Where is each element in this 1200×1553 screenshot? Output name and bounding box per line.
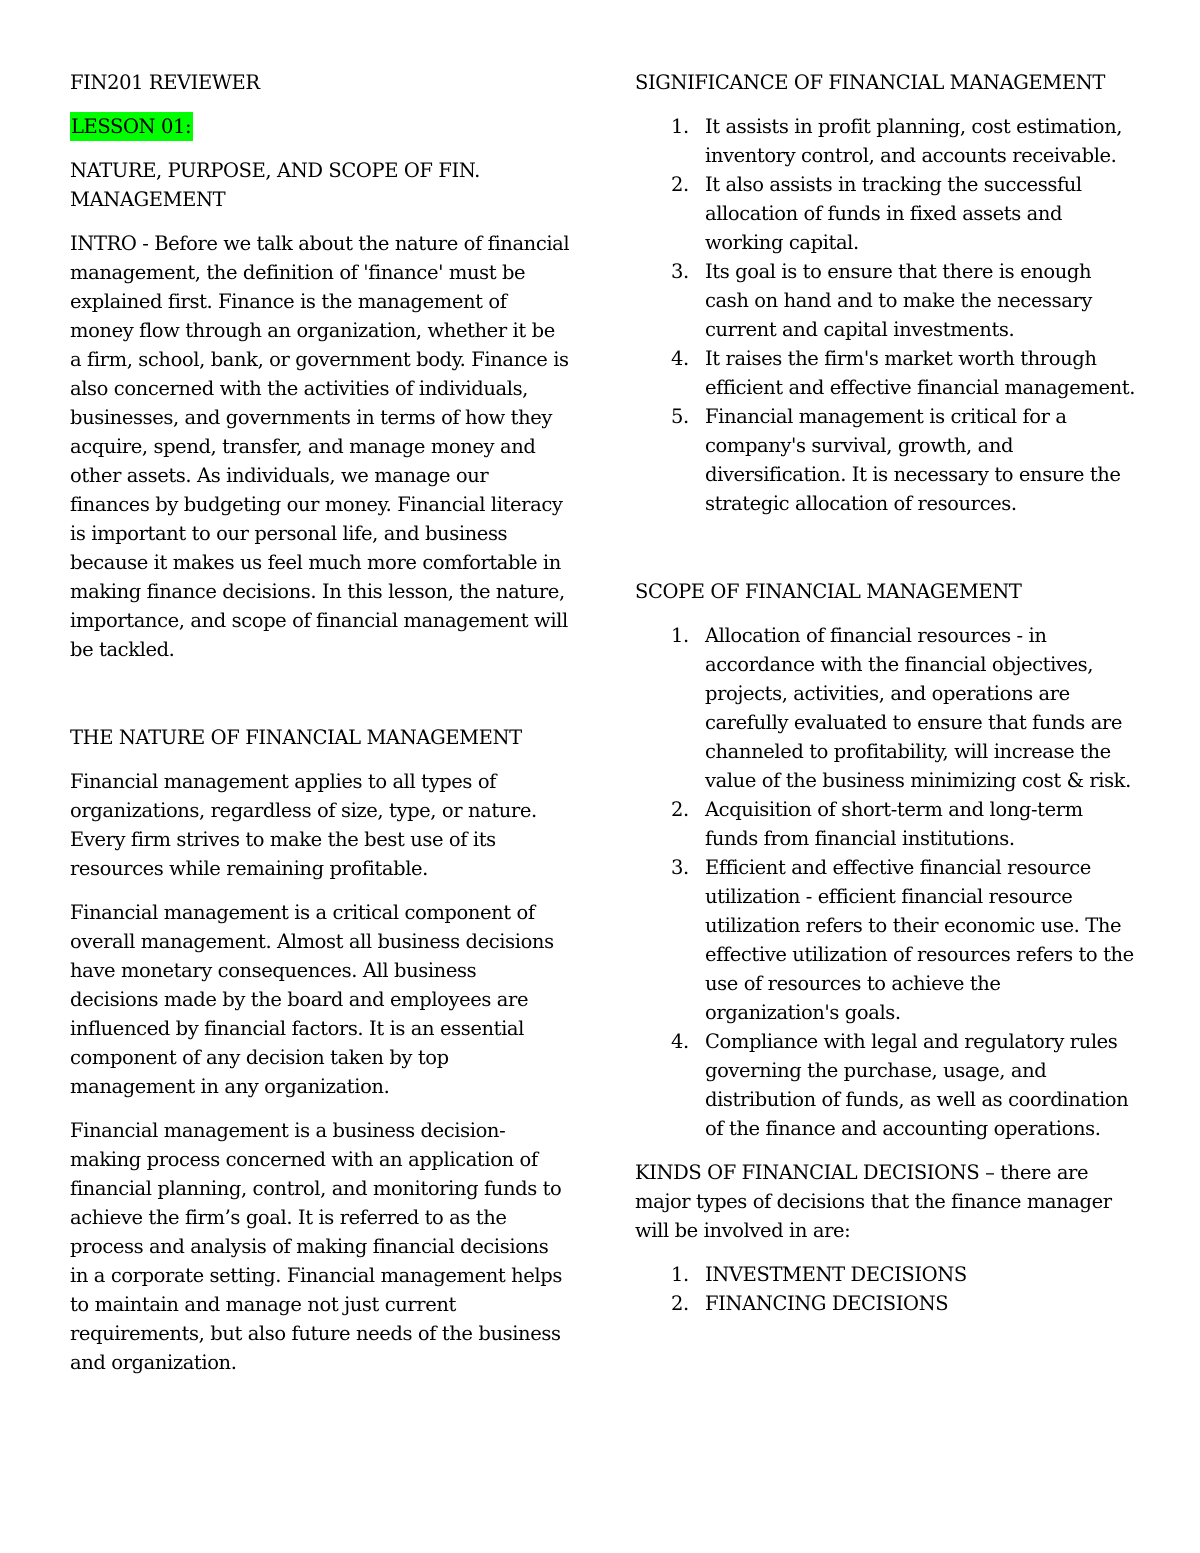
scope-heading: SCOPE OF FINANCIAL MANAGEMENT <box>635 580 1022 603</box>
list-item <box>635 853 1135 1027</box>
list-number: 4. <box>671 347 689 370</box>
list-number: 1. <box>671 115 689 138</box>
list-number: 1. <box>671 624 689 647</box>
nature-paragraph: Financial management is a critical component of overall management. Almost all business decisions have monetary consequences. All business decisions made by the board and employees are influenced by financial factors. It is an essential component of any decision taken by top management in any organization. <box>70 901 554 1098</box>
list-item <box>635 621 1135 795</box>
list-item-text: Acquisition of short-term and long-term funds from financial institutions. <box>705 798 1083 850</box>
section-spacer <box>635 533 1135 577</box>
intro-paragraph: INTRO - Before we talk about the nature of financial management, the definition of 'finance' must be explained first. Finance is the management of money flow through an organization, whether it be a firm, school, bank, or government body. Finance is also concerned with the activities of individuals, businesses, and governments in terms of how they acquire, spend, transfer, and manage money and other assets. As individuals, we manage our finances by budgeting our money. Financial literacy is important to our personal life, and business because it makes us feel much more comfortable in making finance decisions. In this lesson, the nature, importance, and scope of financial management will be tackled. <box>70 232 570 661</box>
left-column <box>70 68 570 1392</box>
list-item-text: Efficient and effective financial resource utilization - efficient financial resource utilization refers to their economic use. The effective utilization of resources refers to the use of resources to achieve the organization's goals. <box>705 856 1134 1024</box>
list-number: 4. <box>671 1030 689 1053</box>
list-number: 2. <box>671 1292 689 1315</box>
list-item <box>635 344 1135 402</box>
list-item-text: FINANCING DECISIONS <box>705 1292 949 1315</box>
list-item <box>635 402 1135 518</box>
list-number: 2. <box>671 173 689 196</box>
kinds-list <box>635 1260 1135 1318</box>
right-column <box>635 68 1135 1333</box>
kinds-intro: KINDS OF FINANCIAL DECISIONS – there are major types of decisions that the finance manager will be involved in are: <box>635 1161 1112 1242</box>
list-item-text: It also assists in tracking the successful allocation of funds in fixed assets and working capital. <box>705 173 1082 254</box>
list-item <box>635 1260 1135 1289</box>
lesson-label: LESSON 01: <box>70 112 193 141</box>
list-number: 3. <box>671 260 689 283</box>
list-item <box>635 795 1135 853</box>
document-title: FIN201 REVIEWER <box>70 71 260 94</box>
list-item-text: Its goal is to ensure that there is enough cash on hand and to make the necessary current and capital investments. <box>705 260 1093 341</box>
scope-list <box>635 621 1135 1143</box>
section-spacer <box>70 679 570 723</box>
list-item <box>635 170 1135 257</box>
list-item <box>635 257 1135 344</box>
list-number: 5. <box>671 405 689 428</box>
list-item <box>635 1289 1135 1318</box>
list-item-text: It assists in profit planning, cost estimation, inventory control, and accounts receivable. <box>705 115 1123 167</box>
list-number: 1. <box>671 1263 689 1286</box>
lesson-title: NATURE, PURPOSE, AND SCOPE OF FIN. MANAGEMENT <box>70 159 480 211</box>
list-item-text: Compliance with legal and regulatory rules governing the purchase, usage, and distribution of funds, as well as coordination of the finance and accounting operations. <box>705 1030 1129 1140</box>
list-item-text: Allocation of financial resources - in accordance with the financial objectives, projects, activities, and operations are carefully evaluated to ensure that funds are channeled to profitability, will increase the value of the business minimizing cost & risk. <box>705 624 1131 792</box>
nature-heading: THE NATURE OF FINANCIAL MANAGEMENT <box>70 726 522 749</box>
list-item-text: Financial management is critical for a company's survival, growth, and diversification. It is necessary to ensure the strategic allocation of resources. <box>705 405 1121 515</box>
list-item-text: INVESTMENT DECISIONS <box>705 1263 967 1286</box>
list-number: 2. <box>671 798 689 821</box>
nature-paragraph: Financial management is a business decision-making process concerned with an application of financial planning, control, and monitoring funds to achieve the firm’s goal. It is referred to as the process and analysis of making financial decisions in a corporate setting. Financial management helps to maintain and manage not just current requirements, but also future needs of the business and organization. <box>70 1119 562 1374</box>
nature-paragraph: Financial management applies to all types of organizations, regardless of size, type, or nature. Every firm strives to make the best use of its resources while remaining profitable. <box>70 770 537 880</box>
list-number: 3. <box>671 856 689 879</box>
list-item <box>635 1027 1135 1143</box>
significance-list <box>635 112 1135 518</box>
lesson-label-line <box>70 112 570 141</box>
significance-heading: SIGNIFICANCE OF FINANCIAL MANAGEMENT <box>635 71 1105 94</box>
list-item <box>635 112 1135 170</box>
list-item-text: It raises the firm's market worth through efficient and effective financial management. <box>705 347 1135 399</box>
